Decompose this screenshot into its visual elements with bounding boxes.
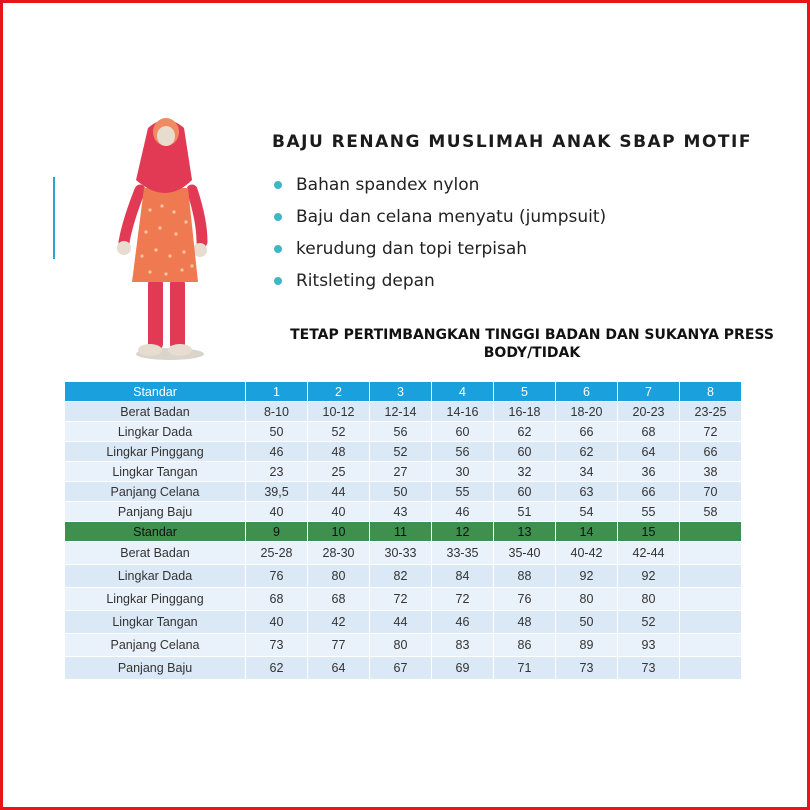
product-image-mannequin (110, 110, 220, 365)
table-cell: 32 (494, 462, 556, 482)
feature-text: Ritsleting depan (296, 271, 435, 291)
table-cell: 66 (618, 482, 680, 502)
table-row (65, 502, 742, 522)
row-label-cell: Panjang Baju (65, 657, 246, 680)
table-cell: 80 (370, 634, 432, 657)
table-cell: 84 (432, 565, 494, 588)
table-cell: 52 (370, 442, 432, 462)
table-cell: 76 (246, 565, 308, 588)
table-cell: 38 (680, 462, 742, 482)
table-cell: 68 (308, 588, 370, 611)
table-cell: 73 (618, 657, 680, 680)
table-cell: 52 (618, 611, 680, 634)
feature-item (272, 268, 606, 300)
table-row (65, 442, 742, 462)
table-cell: 52 (308, 422, 370, 442)
table-cell: 68 (618, 422, 680, 442)
table-cell: 39,5 (246, 482, 308, 502)
row-label-cell: Lingkar Tangan (65, 611, 246, 634)
table-cell: 92 (618, 565, 680, 588)
table-cell: 72 (680, 422, 742, 442)
table-cell: 46 (246, 442, 308, 462)
table-cell: 48 (494, 611, 556, 634)
table-cell: 35-40 (494, 542, 556, 565)
table-cell: 25 (308, 462, 370, 482)
table-cell: 8 (680, 382, 742, 402)
table-cell: 10 (308, 522, 370, 542)
table-row (65, 588, 742, 611)
row-label-cell: Lingkar Dada (65, 565, 246, 588)
table-cell: 54 (556, 502, 618, 522)
table-cell: 64 (618, 442, 680, 462)
bullet-dot-icon (274, 245, 282, 253)
table-cell: 50 (556, 611, 618, 634)
feature-text: Baju dan celana menyatu (jumpsuit) (296, 207, 607, 227)
table-cell: 1 (246, 382, 308, 402)
table-cell: 28-30 (308, 542, 370, 565)
table-cell: 82 (370, 565, 432, 588)
table-cell: 67 (370, 657, 432, 680)
table-cell: 62 (556, 442, 618, 462)
table-row (65, 542, 742, 565)
feature-item (272, 236, 606, 268)
table-cell: 6 (556, 382, 618, 402)
bullet-dot-icon (274, 213, 282, 221)
table-cell: 44 (308, 482, 370, 502)
table-cell: 27 (370, 462, 432, 482)
table-cell: 4 (432, 382, 494, 402)
table-cell: 60 (432, 422, 494, 442)
feature-text: Bahan spandex nylon (296, 175, 480, 195)
table-cell: 10-12 (308, 402, 370, 422)
row-label-cell: Panjang Celana (65, 634, 246, 657)
table-cell: 80 (308, 565, 370, 588)
table-cell: 50 (370, 482, 432, 502)
table-cell: 7 (618, 382, 680, 402)
table-cell: 43 (370, 502, 432, 522)
row-label-cell: Panjang Celana (65, 482, 246, 502)
feature-list (272, 172, 606, 300)
table-cell: 12-14 (370, 402, 432, 422)
table-cell: 60 (494, 442, 556, 462)
table-header-row (65, 382, 742, 402)
table-cell: 73 (246, 634, 308, 657)
table-cell: 56 (432, 442, 494, 462)
bullet-dot-icon (274, 181, 282, 189)
row-label-cell: Lingkar Dada (65, 422, 246, 442)
table-cell: 80 (618, 588, 680, 611)
table-cell (680, 611, 742, 634)
table-cell: 88 (494, 565, 556, 588)
table-cell: 36 (618, 462, 680, 482)
row-label-cell: Standar (65, 522, 246, 542)
table-cell: 50 (246, 422, 308, 442)
table-cell: 71 (494, 657, 556, 680)
table-header-row (65, 522, 742, 542)
table-cell (680, 542, 742, 565)
table-cell: 60 (494, 482, 556, 502)
table-cell: 8-10 (246, 402, 308, 422)
table-cell: 15 (618, 522, 680, 542)
table-cell: 77 (308, 634, 370, 657)
table-cell: 23 (246, 462, 308, 482)
table-cell (680, 634, 742, 657)
table-cell: 14-16 (432, 402, 494, 422)
table-cell: 58 (680, 502, 742, 522)
feature-item (272, 204, 606, 236)
table-cell: 42-44 (618, 542, 680, 565)
table-cell: 18-20 (556, 402, 618, 422)
row-label-cell: Lingkar Pinggang (65, 588, 246, 611)
table-cell: 51 (494, 502, 556, 522)
table-cell: 33-35 (432, 542, 494, 565)
row-label-cell: Lingkar Tangan (65, 462, 246, 482)
size-notice-line-2: BODY/TIDAK (483, 345, 581, 361)
accent-line (53, 177, 55, 259)
table-cell: 34 (556, 462, 618, 482)
table-cell (680, 588, 742, 611)
size-notice-line-1: TETAP PERTIMBANGKAN TINGGI BADAN DAN SUKANYA PRESS (290, 327, 774, 343)
table-cell: 5 (494, 382, 556, 402)
table-cell: 56 (370, 422, 432, 442)
table-cell: 63 (556, 482, 618, 502)
size-notice (262, 326, 802, 362)
table-cell: 13 (494, 522, 556, 542)
table-cell: 42 (308, 611, 370, 634)
feature-text: kerudung dan topi terpisah (296, 239, 528, 259)
table-cell: 66 (680, 442, 742, 462)
table-cell: 92 (556, 565, 618, 588)
table-cell: 48 (308, 442, 370, 462)
table-cell: 62 (246, 657, 308, 680)
table-cell: 66 (556, 422, 618, 442)
table-cell: 46 (432, 611, 494, 634)
table-cell: 68 (246, 588, 308, 611)
table-cell: 3 (370, 382, 432, 402)
row-label-cell: Standar (65, 382, 246, 402)
table-cell: 76 (494, 588, 556, 611)
table-row (65, 462, 742, 482)
table-cell: 40 (246, 611, 308, 634)
table-cell: 55 (432, 482, 494, 502)
table-cell: 9 (246, 522, 308, 542)
table-cell: 72 (370, 588, 432, 611)
size-chart-table (64, 381, 742, 680)
table-cell: 83 (432, 634, 494, 657)
table-cell (680, 657, 742, 680)
table-cell: 70 (680, 482, 742, 502)
product-title: BAJU RENANG MUSLIMAH ANAK SBAP MOTIF (272, 132, 752, 152)
table-cell: 20-23 (618, 402, 680, 422)
row-label-cell: Panjang Baju (65, 502, 246, 522)
table-cell: 30 (432, 462, 494, 482)
table-cell: 40-42 (556, 542, 618, 565)
table-cell: 72 (432, 588, 494, 611)
row-label-cell: Berat Badan (65, 542, 246, 565)
table-row (65, 402, 742, 422)
table-cell: 89 (556, 634, 618, 657)
table-cell (680, 565, 742, 588)
table-cell: 46 (432, 502, 494, 522)
table-cell: 30-33 (370, 542, 432, 565)
table-row (65, 422, 742, 442)
row-label-cell: Berat Badan (65, 402, 246, 422)
table-cell: 40 (246, 502, 308, 522)
table-cell: 11 (370, 522, 432, 542)
table-cell: 80 (556, 588, 618, 611)
table-cell: 73 (556, 657, 618, 680)
table-cell: 2 (308, 382, 370, 402)
table-row (65, 634, 742, 657)
table-cell: 62 (494, 422, 556, 442)
table-cell: 25-28 (246, 542, 308, 565)
table-row (65, 657, 742, 680)
feature-item (272, 172, 606, 204)
table-cell: 86 (494, 634, 556, 657)
table-cell: 44 (370, 611, 432, 634)
table-cell: 69 (432, 657, 494, 680)
table-row (65, 611, 742, 634)
row-label-cell: Lingkar Pinggang (65, 442, 246, 462)
bullet-dot-icon (274, 277, 282, 285)
table-cell: 12 (432, 522, 494, 542)
table-cell: 14 (556, 522, 618, 542)
table-cell: 93 (618, 634, 680, 657)
table-cell: 64 (308, 657, 370, 680)
table-cell (680, 522, 742, 542)
table-row (65, 565, 742, 588)
table-cell: 16-18 (494, 402, 556, 422)
table-cell: 23-25 (680, 402, 742, 422)
table-row (65, 482, 742, 502)
table-cell: 40 (308, 502, 370, 522)
table-cell: 55 (618, 502, 680, 522)
